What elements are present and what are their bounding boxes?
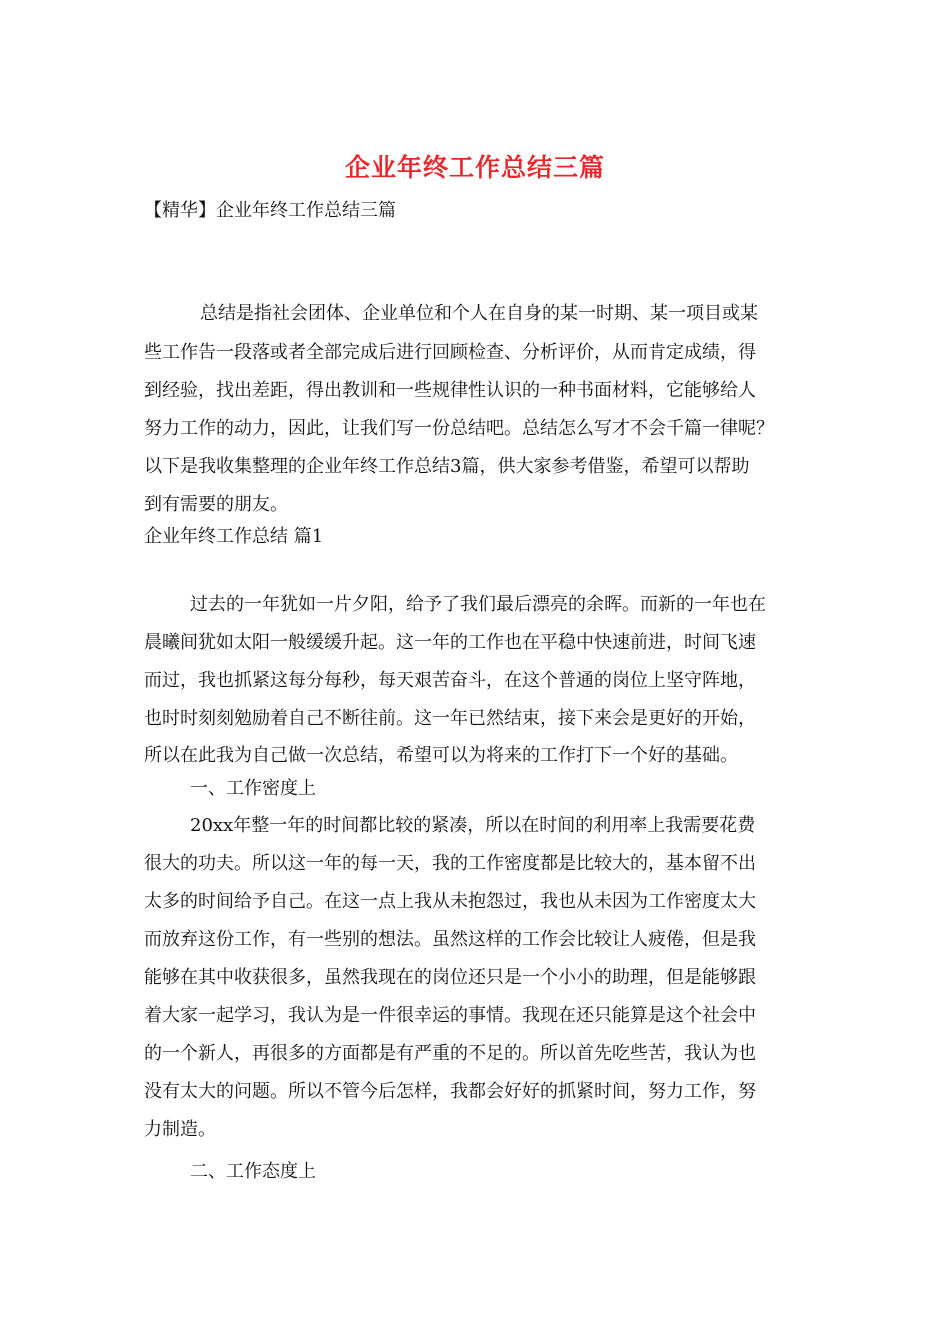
para1-line: 而过，我也抓紧这每分每秒，每天艰苦奋斗，在这个普通的岗位上坚守阵地， [144, 670, 756, 691]
para2-line: 的一个新人，再很多的方面都是有严重的不足的。所以首先吃些苦，我认为也 [144, 1043, 756, 1064]
para2-line: 着大家一起学习，我认为是一件很幸运的事情。我现在还只能算是这个社会中 [144, 1005, 756, 1026]
section-heading: 企业年终工作总结 篇1 [144, 526, 324, 547]
heading-work-attitude: 二、工作态度上 [190, 1161, 316, 1182]
para1-line: 所以在此我为自己做一次总结，希望可以为将来的工作打下一个好的基础。 [144, 745, 738, 766]
intro-line: 努力工作的动力，因此，让我们写一份总结吧。总结怎么写才不会千篇一律呢？ [144, 418, 774, 439]
para1-line: 也时时刻刻勉励着自己不断往前。这一年已然结束，接下来会是更好的开始， [144, 708, 756, 729]
heading-work-density: 一、工作密度上 [190, 778, 316, 799]
para2-line: 力制造。 [144, 1119, 216, 1140]
para2-line: 而放弃这份工作，有一些别的想法。虽然这样的工作会比较让人疲倦，但是我 [144, 929, 756, 950]
document-title: 企业年终工作总结三篇 [344, 153, 605, 182]
para2-line: 能够在其中收获很多，虽然我现在的岗位还只是一个小小的助理，但是能够跟 [144, 967, 756, 988]
intro-line: 到经验，找出差距，得出教训和一些规律性认识的一种书面材料，它能够给人 [144, 380, 756, 401]
intro-line: 些工作告一段落或者全部完成后进行回顾检查、分析评价，从而肯定成绩，得 [144, 342, 756, 363]
intro-line: 到有需要的朋友。 [144, 494, 288, 515]
para2-line: 很大的功夫。所以这一年的每一天，我的工作密度都是比较大的，基本留不出 [144, 853, 756, 874]
para2-line: 20xx年整一年的时间都比较的紧凑，所以在时间的利用率上我需要花费 [190, 815, 756, 836]
intro-line: 以下是我收集整理的企业年终工作总结3篇，供大家参考借鉴，希望可以帮助 [144, 456, 750, 477]
para1-line: 晨曦间犹如太阳一般缓缓升起。这一年的工作也在平稳中快速前进，时间飞速 [144, 632, 756, 653]
para2-line: 太多的时间给予自己。在这一点上我从未抱怨过，我也从未因为工作密度太大 [144, 891, 756, 912]
intro-line: 总结是指社会团体、企业单位和个人在自身的某一时期、某一项目或某 [200, 303, 758, 324]
para1-line: 过去的一年犹如一片夕阳，给予了我们最后漂亮的余晖。而新的一年也在 [190, 594, 766, 615]
document-subtitle: 【精华】企业年终工作总结三篇 [144, 200, 396, 221]
para2-line: 没有太大的问题。所以不管今后怎样，我都会好好的抓紧时间，努力工作，努 [144, 1081, 756, 1102]
